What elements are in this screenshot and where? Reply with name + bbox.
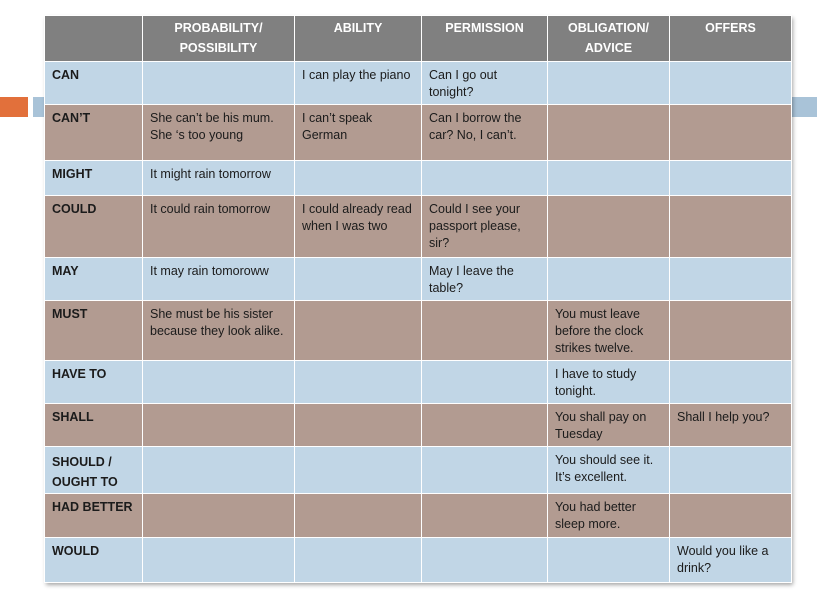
header-cell-offers: OFFERS (670, 16, 792, 62)
table-cell (422, 404, 548, 447)
table-cell (670, 105, 792, 161)
table-cell (670, 62, 792, 105)
table-cell (295, 361, 422, 404)
table-cell (422, 301, 548, 361)
table-cell: She must be his sister because they look alike. (143, 301, 295, 361)
table-cell (295, 538, 422, 583)
table-cell (670, 447, 792, 494)
table-cell: You shall pay on Tuesday (548, 404, 670, 447)
header-cell-ability: ABILITY (295, 16, 422, 62)
verb-cell: CAN (45, 62, 143, 105)
table-cell: It could rain tomorrow (143, 196, 295, 258)
table-cell: You should see it. It’s excellent. (548, 447, 670, 494)
table-row (45, 301, 792, 361)
table-row (45, 404, 792, 447)
table-cell: Shall I help you? (670, 404, 792, 447)
decorative-orange-bar (0, 97, 28, 117)
header-cell-permission: PERMISSION (422, 16, 548, 62)
table-cell: May I leave the table? (422, 258, 548, 301)
table-cell (422, 538, 548, 583)
table-cell (670, 258, 792, 301)
table-cell (295, 161, 422, 196)
verb-cell: MIGHT (45, 161, 143, 196)
table-cell (670, 301, 792, 361)
table-cell: Would you like a drink? (670, 538, 792, 583)
verb-cell: HAVE TO (45, 361, 143, 404)
table-cell: It might rain tomorrow (143, 161, 295, 196)
table-cell (295, 301, 422, 361)
table-cell (670, 494, 792, 538)
table-cell: She can’t be his mum. She ‘s too young (143, 105, 295, 161)
verb-cell: HAD BETTER (45, 494, 143, 538)
table-row (45, 62, 792, 105)
table-cell: I can play the piano (295, 62, 422, 105)
modal-verbs-table-container (44, 15, 791, 582)
header-row (45, 16, 792, 62)
decorative-blue-bar-right (791, 97, 817, 117)
table-cell: I can’t speak German (295, 105, 422, 161)
table-cell (422, 161, 548, 196)
table-cell (548, 105, 670, 161)
table-cell (295, 404, 422, 447)
verb-cell: CAN’T (45, 105, 143, 161)
verb-cell: WOULD (45, 538, 143, 583)
table-cell (143, 494, 295, 538)
table-row (45, 258, 792, 301)
table-cell (670, 361, 792, 404)
table-row (45, 105, 792, 161)
table-cell (143, 361, 295, 404)
table-cell: I have to study tonight. (548, 361, 670, 404)
modal-verbs-table (44, 15, 792, 583)
table-cell (295, 447, 422, 494)
table-cell (548, 258, 670, 301)
table-cell (422, 447, 548, 494)
table-cell (422, 361, 548, 404)
table-row (45, 361, 792, 404)
table-row (45, 161, 792, 196)
table-cell: Could I see your passport please, sir? (422, 196, 548, 258)
table-cell (548, 161, 670, 196)
table-cell (548, 196, 670, 258)
table-cell: It may rain tomoroww (143, 258, 295, 301)
table-cell (422, 494, 548, 538)
table-cell (548, 538, 670, 583)
table-cell (670, 161, 792, 196)
verb-cell: SHALL (45, 404, 143, 447)
table-cell (295, 494, 422, 538)
table-cell: You had better sleep more. (548, 494, 670, 538)
table-row (45, 494, 792, 538)
table-cell (143, 538, 295, 583)
table-row (45, 538, 792, 583)
table-cell (548, 62, 670, 105)
header-cell-probability: PROBABILITY/ POSSIBILITY (143, 16, 295, 62)
table-row (45, 447, 792, 494)
verb-cell: COULD (45, 196, 143, 258)
header-cell-obligation: OBLIGATION/ ADVICE (548, 16, 670, 62)
table-cell (670, 196, 792, 258)
table-cell (295, 258, 422, 301)
table-cell (143, 62, 295, 105)
table-cell: Can I go out tonight? (422, 62, 548, 105)
table-cell: Can I borrow the car? No, I can’t. (422, 105, 548, 161)
verb-cell: MUST (45, 301, 143, 361)
table-row (45, 196, 792, 258)
verb-cell: SHOULD / OUGHT TO (45, 447, 143, 494)
header-cell-verb (45, 16, 143, 62)
verb-cell: MAY (45, 258, 143, 301)
table-cell: I could already read when I was two (295, 196, 422, 258)
table-cell: You must leave before the clock strikes twelve. (548, 301, 670, 361)
table-cell (143, 447, 295, 494)
table-cell (143, 404, 295, 447)
